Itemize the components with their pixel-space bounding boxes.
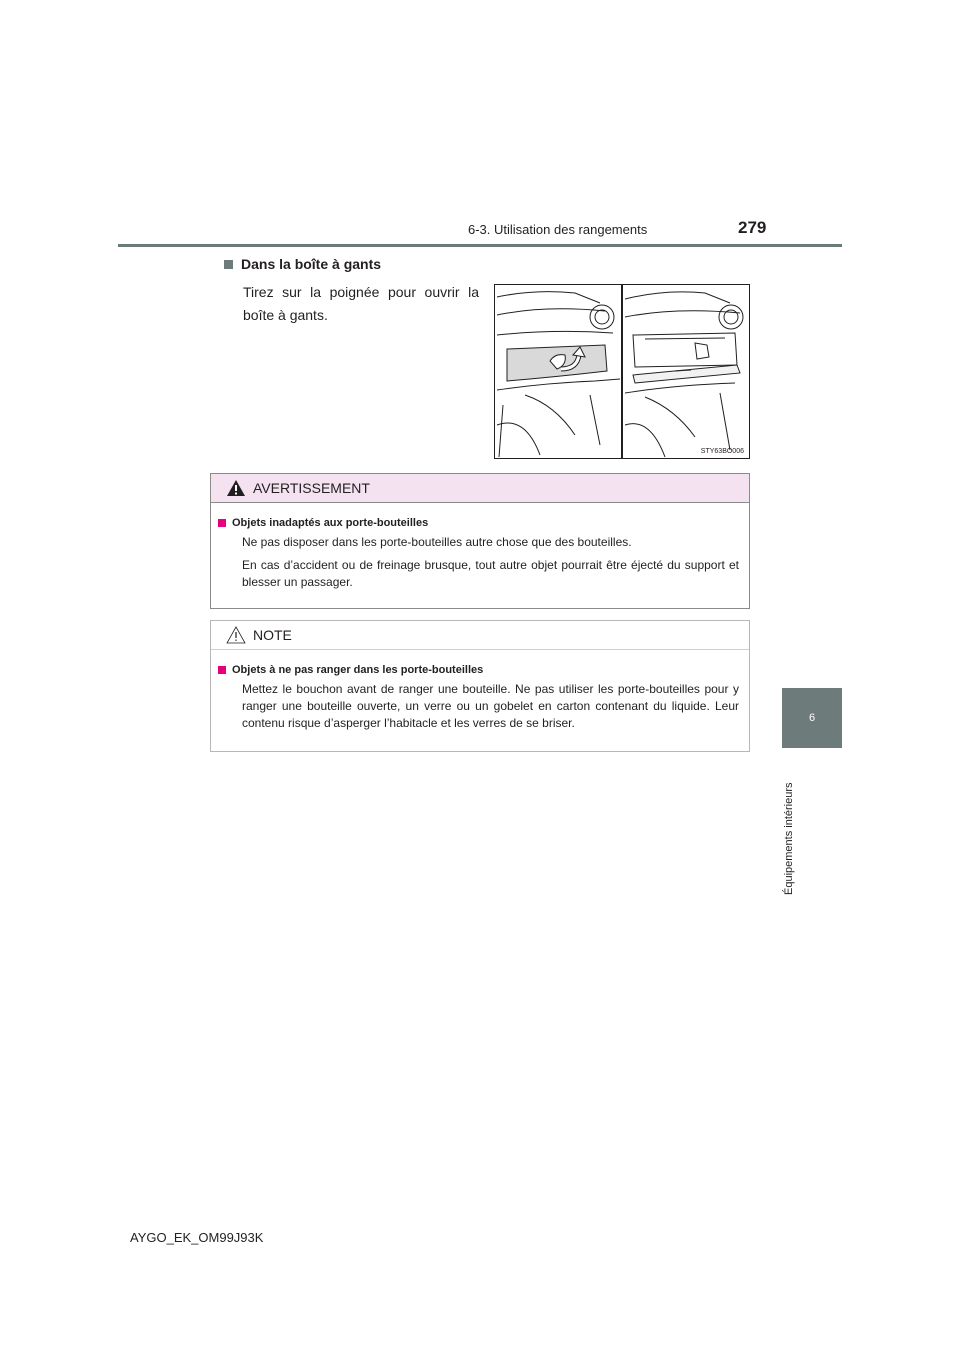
footer-doc-code: AYGO_EK_OM99J93K [130, 1230, 264, 1245]
warning-title-bar [211, 474, 749, 503]
warning-paragraph-1: Ne pas disposer dans les porte-bouteilles autre chose que des bouteilles. [242, 535, 632, 549]
note-paragraph: Mettez le bouchon avant de ranger une bouteille. Ne pas utiliser les porte-bouteilles pour y ranger une bouteille ouverte, un verre ou un gobelet en carton contenant du liquide. Leur contenu risque d’asperger l’habitacle et les verres de se briser. [242, 682, 739, 730]
note-title-bar [211, 621, 749, 650]
warning-subheading-text: Objets inadaptés aux porte-bouteilles [232, 517, 429, 529]
note-subheading [218, 664, 749, 676]
glovebox-illustration [494, 284, 750, 459]
illustration-code: STY63BO006 [700, 448, 744, 455]
section-heading-text: Dans la boîte à gants [241, 256, 382, 272]
chapter-label: Équipements intérieurs [783, 782, 795, 895]
warning-box [210, 473, 750, 609]
caution-triangle-icon [226, 626, 246, 644]
page-number: 279 [738, 218, 767, 237]
glovebox-drawing [495, 285, 749, 458]
header-section-title: 6-3. Utilisation des rangements [468, 222, 648, 237]
chapter-tab: 6 [782, 688, 842, 748]
warning-triangle-icon [226, 479, 246, 497]
note-subheading-text: Objets à ne pas ranger dans les porte-bouteilles [232, 664, 484, 676]
warning-title: AVERTISSEMENT [253, 480, 370, 496]
warning-paragraph-2: En cas d’accident ou de freinage brusque, tout autre objet pourrait être éjecté du support et blesser un passager. [242, 558, 739, 589]
square-bullet-icon [218, 666, 226, 674]
square-bullet-icon [224, 260, 233, 269]
square-bullet-icon [218, 519, 226, 527]
header-rule [118, 244, 842, 247]
body-text: Tirez sur la poignée pour ouvrir la boîte à gants. [243, 284, 479, 323]
note-title: NOTE [253, 627, 292, 643]
warning-subheading [218, 517, 749, 529]
note-box [210, 620, 750, 752]
section-heading [224, 256, 381, 272]
